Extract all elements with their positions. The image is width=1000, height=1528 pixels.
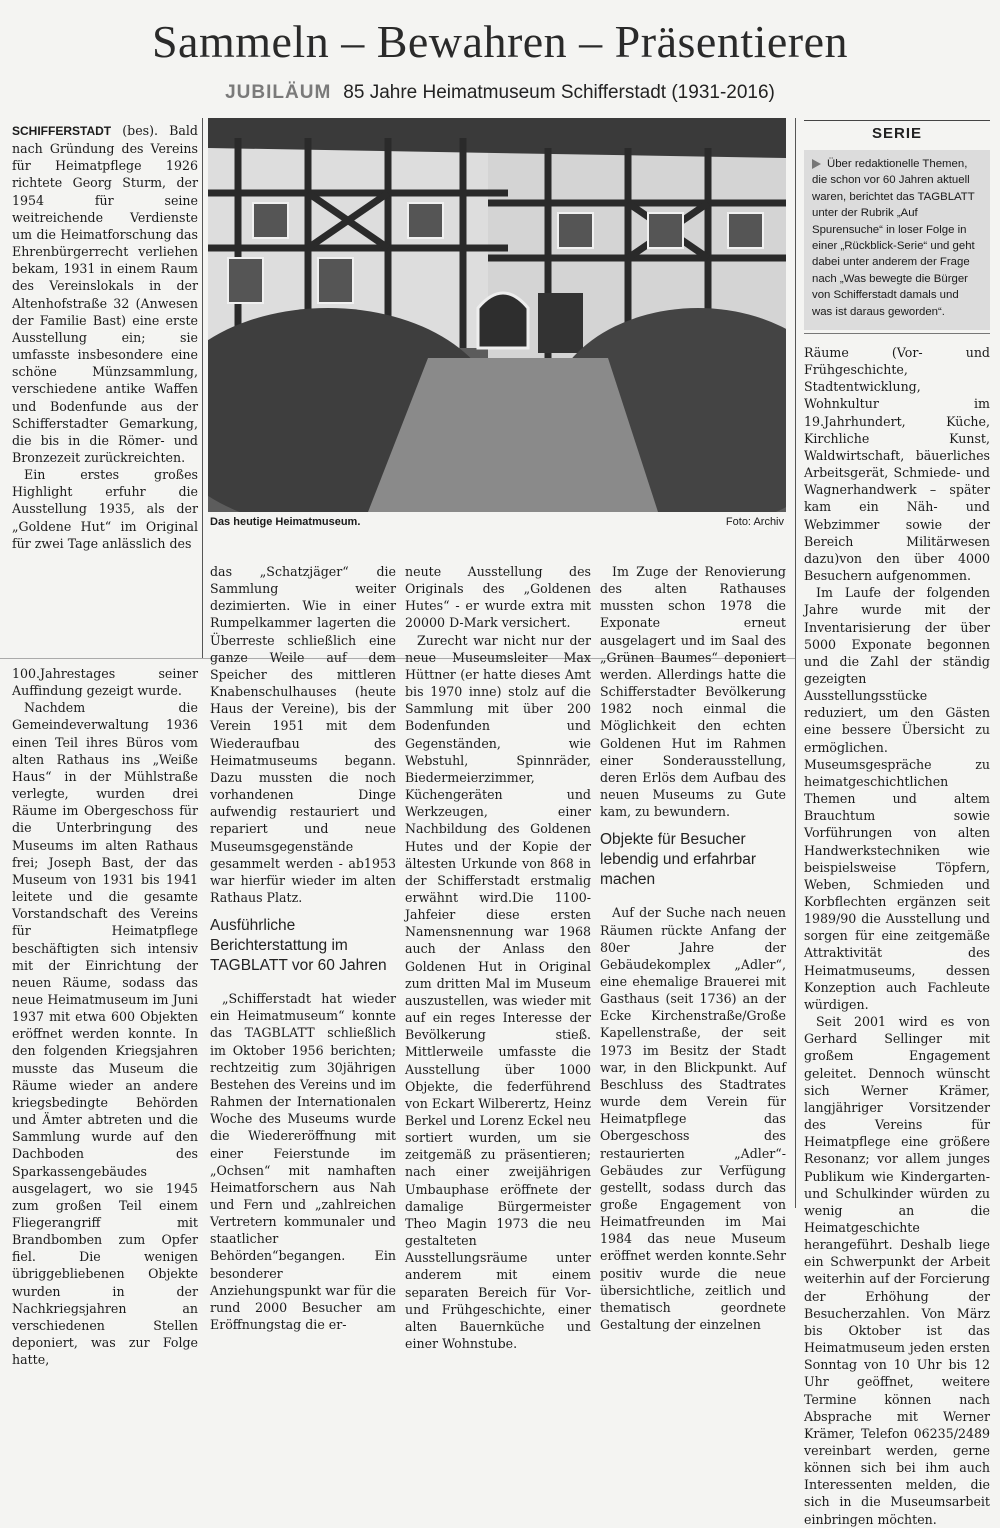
article-column-3 (405, 563, 591, 1352)
paragraph: 100.Jahrestages seiner Auffindung gezeigt wurde. (12, 666, 198, 699)
section-subhead: Objekte für Besucher lebendig und erfahrbar machen (600, 831, 756, 889)
photo-credit: Foto: Archiv (725, 516, 784, 528)
subtitle-line (0, 80, 1000, 106)
arrow-right-icon (812, 159, 821, 169)
serie-text-block (804, 150, 990, 330)
paragraph: Räume (Vor- und Frühgeschichte, Stadtentwicklung, Wohnkultur im 19.Jahrhundert, Küche, Kirchliche Kunst, Waldwirtschaft, bäuerliches Arbeitsgerät, Schmiede- und Wagnerhandwerk – später kam ein Näh- und Webzimmer sowie der Bereich Militärwesen dazu)von den über 4000 Besuchern aufgenommen. (804, 345, 990, 584)
article-column-2 (210, 563, 396, 1333)
dateline: SCHIFFERSTADT (12, 124, 112, 138)
paragraph: SCHIFFERSTADT (bes). Bald nach Gründung des Vereins für Heimatpflege 1926 richtete Georg Sturm, der 1954 für seine weitreichende Verdienste um die Heimatforschung das Ehrenbürgerrecht verliehen bekam, 1931 in einem Raum des Vereinslokals in der Altenhofstraße 32 (Anwesen der Familie Bast) eine erste Ausstellung ein; sie umfasste insbesondere eine schöne Münzsammlung, verschiedene antike Waffen und Bodenfunde aus der Schifferstadter Gemarkung, die bis in die Römer- und Bronzezeit zurückreichten. (12, 123, 198, 465)
column-rule (795, 118, 796, 1208)
article-column-5 (804, 344, 990, 1528)
article-column-1 (12, 122, 198, 552)
paragraph: Zurecht war nicht nur der neue Museumsleiter Max Hüttner (er hatte dieses Amt bis 1970 inne) stolz auf die Sammlung mit über 200 Bodenfunden und Gegenständen, wie Webstuhl, Spinnräder, Biedermeierzimmer, Küchengeräten und Werkzeugen, einer Nachbildung des Goldenen Hutes und der Kopie der ältesten Urkunde von 868 in der Schifferstadt erstmalig erwähnt wird.Die 1100-Jahfeier diese ersten Namensnennung war 1968 auch der Anlass den Goldenen Hut in Original zum dritten Mal im Museum auszustellen, was wieder mit auf ein reges Interesse der Bevölkerung stieß. Mittlerweile umfasste die Ausstellung über 1000 Objekte, die federführend von Eckart Wilberertz, Heinz Berkel und Lorenz Eckel neu sortiert wurden, um sie zeitgemäß zu präsentieren; nach einer zweijährigen Umbauphase eröffnete der damalige Bürgermeister Theo Magin 1973 die neu gestalteten Ausstellungsräume unter anderem mit einem separaten Bereich für Vor- und Frühgeschichte, einer alten Bauernküche und einer Wohnstube. (405, 632, 591, 1352)
serie-title: SERIE (871, 125, 922, 142)
museum-photo (208, 118, 786, 512)
article-column-4 (600, 563, 786, 1333)
headline: Sammeln – Bewahren – Präsentieren (151, 16, 849, 67)
photo-caption (210, 516, 784, 528)
column-rule (202, 118, 203, 658)
serie-box (804, 120, 990, 334)
paragraph: Seit 2001 wird es von Gerhard Sellinger mit großem Engagement geleitet. Dennoch wünscht sich Werner Krämer, langjähriger Vorsitzender des Vereins für Heimatpflege eine größere Resonanz; vor allem junges Publikum wie Kindergarten- und Schulkinder würden zu wenig an die Heimatgeschichte herangeführt. Deshalb liege ein Schwerpunkt der Arbeit weiterhin auf der Forcierung der Erhöhung der Besucherzahlen. Von März bis Oktober ist das Heimatmuseum jeden ersten Sonntag von 10 Uhr bis 12 Uhr geöffnet, weitere Termine können nach Absprache mit Werner Krämer, Telefon 06235/2489 vereinbart werden, gerne können sich bei ihm auch Interessenten melden, die sich in die Museumsarbeit einbringen möchten. (804, 1014, 990, 1527)
paragraph: Im Zuge der Renovierung des alten Rathauses mussten schon 1978 die Exponate erneut ausgelagert und im Saal des „Grünen Baumes“ deponiert werden. Allerdings hatte die Schifferstadter Bevölkerung 1982 noch einmal die Möglichkeit den echten Goldenen Hut im Rahmen einer Sonderausstellung, deren Erlös dem Aufbau des neuen Museums zu Gute kam, zu bewundern. (600, 564, 786, 820)
half-timbered-building-image (208, 118, 786, 512)
paragraph: Ein erstes großes Highlight erfuhr die Ausstellung 1935, als der „Goldene Hut“ im Original für zwei Tage anlässlich des (12, 467, 198, 551)
article-column-1b (12, 665, 198, 1368)
paragraph: das „Schatzjäger“ die Sammlung weiter dezimierten. Wie in einer Rumpelkammer lagerten die Überreste schließlich eine ganze Weile auf dem Speicher des mittleren Knabenschulhauses (heute Haus der Vereine), bis der Verein 1951 mit dem Wiederaufbau des Heimatmuseums begann. Dazu mussten die noch vorhandenen Dinge aufwendig restauriert und repariert und neue Museumsgegenstände gesammelt werden - ab1953 war hierfür wieder im alten Rathaus Platz. (210, 564, 396, 905)
kicker: JUBILÄUM (225, 82, 332, 103)
caption-text: Das heutige Heimatmuseum. (210, 516, 361, 528)
paragraph: Im Laufe der folgenden Jahre wurde mit der Inventarisierung der über 5000 Exponate begonnen und die Zahl der ständig gezeigten Ausstellungsstücke reduziert, um den Gästen eine bessere Übersicht zu ermöglichen. Museumsgespräche zu heimatgeschichtlichen Themen und altem Brauchtum sowie Vorführungen von alten Handwerkstechniken wie beispielsweise Töpfern, Weben, Schmieden und Korbflechten ergänzen seit 1989/90 die Ausstellung und sorgen für eine zeitgemäße Attraktivität des Heimatmuseums, dessen Konzeption auch Fachleute würdigen. (804, 585, 990, 1012)
paragraph: Nachdem die Gemeindeverwaltung 1936 einen Teil ihres Büros vom alten Rathaus ins „Weiße Haus“ in der Mühlstraße verlegte, wurden drei Räume im Obergeschoss für die Unterbringung des Museums im alten Rathaus frei; Joseph Bast, der das Museum von 1931 bis 1941 leitete und die gesamte Vorstandschaft des Vereins für Heimatpflege beschäftigten sich intensiv mit der Einrichtung der neuen Räume, sodass das neue Heimatmuseum im Juni 1937 mit etwa 600 Objekten eröffnet werden konnte. In den folgenden Kriegsjahren musste das Museum die Räume wieder an andere kriegsbedingte Behörden und Ämter abtreten und die Sammlung wurde auf den Dachboden des Sparkassengebäudes ausgelagert, wo sie 1945 zum großen Teil einem Fliegerangriff mit Brandbomben zum Opfer fiel. Die wenigen übriggebliebenen Objekte wurden in der Nachkriegsjahren an verschiedenen Stellen deponiert, was zur Folge hatte, (12, 700, 198, 1368)
subtitle: 85 Jahre Heimatmuseum Schifferstadt (1931-2016) (343, 82, 775, 103)
paragraph: „Schifferstadt hat wieder ein Heimatmuseum“ konnte das TAGBLATT schließlich im Oktober 1956 berichten; rechtzeitig zum 30jährigen Bestehen des Vereins und im Rahmen der Internationalen Woche des Museums wurde die Wiedereröffnung mit einer Feierstunde im „Ochsen“ mit namhaften Heimatforschern aus Nah und Fern und „zahlreichen Vertretern kommunaler und staatlicher Behörden“begangen. Ein besonderer Anziehungspunkt war für die rund 2000 Besucher am Eröffnungstag die er- (210, 991, 396, 1333)
paragraph: Auf der Suche nach neuen Räumen rückte Anfang der 80er Jahre der Gebäudekomplex „Adler“, eine ehemalige Brauerei mit Gasthaus (seit 1736) an der Ecke Kirchenstraße/Große Kapellenstraße, der seit 1973 im Besitz der Stadt war, in den Blickpunkt. Auf Beschluss des Stadtrates wurde dem Verein für Heimatpflege das Obergeschoss des restaurierten „Adler“-Gebäudes zur Verfügung gestellt, sodass durch das große Engagement von Heimatfreunden im Mai 1984 das neue Museum eröffnet werden konnte.Sehr positiv wurde die neue übersichtliche, zeitlich und thematisch geordnete Gestaltung der einzelnen (600, 905, 786, 1333)
section-subhead: Ausführliche Berichterstattung im TAGBLATT vor 60 Jahren (210, 917, 387, 975)
paragraph: neute Ausstellung des Originals des „Goldenen Hutes“ - er wurde extra mit 20000 D-Mark versichert. (405, 564, 591, 631)
serie-text: Über redaktionelle Themen, die schon vor 60 Jahren aktuell waren, berichtet das TAGBLATT unter der Rubrik „Auf Spurensuche“ in loser Folge in einer „Rückblick-Serie“ und geht dabei unter anderem der Frage nach „Was bewegte die Bürger von Schifferstadt damals und was ist daraus geworden“. (812, 158, 975, 318)
